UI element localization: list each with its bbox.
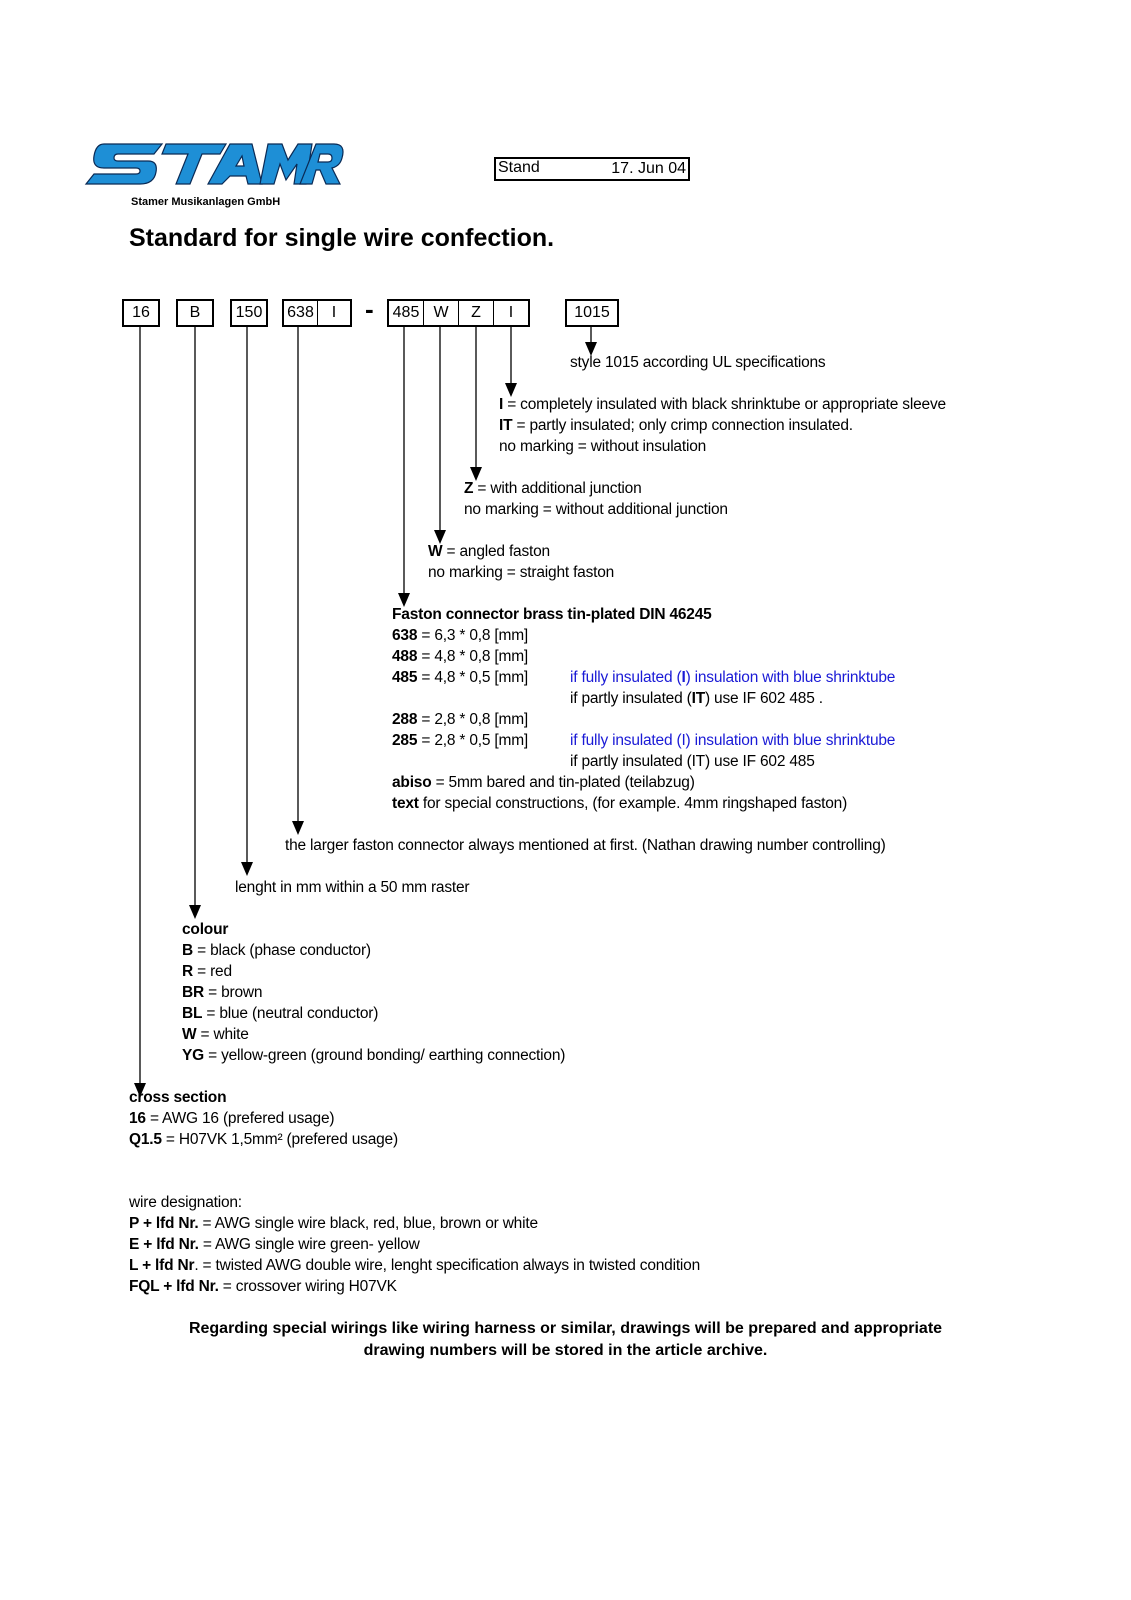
cross-section-q15: Q1.5 = H07VK 1,5mm² (prefered usage) [129, 1131, 398, 1148]
code-cell: 150 [235, 304, 263, 321]
designation-title: wire designation: [129, 1194, 242, 1211]
colour-BL: BL = blue (neutral conductor) [182, 1005, 379, 1022]
note-z-none: no marking = without additional junction [464, 501, 728, 518]
code-cell: 485 [389, 301, 424, 325]
code-cell: B [189, 304, 201, 321]
colour-BR: BR = brown [182, 984, 263, 1001]
arrow-icon [241, 862, 253, 876]
colour-W: W = white [182, 1026, 249, 1043]
cross-section-16: 16 = AWG 16 (prefered usage) [129, 1110, 335, 1127]
code-cell: I [331, 304, 337, 321]
code-cell: Z [459, 301, 494, 325]
colour-YG: YG = yellow-green (ground bonding/ earthing connection) [182, 1047, 566, 1064]
designation-fql: FQL + lfd Nr. = crossover wiring H07VK [129, 1278, 397, 1295]
faston-285-partly: if partly insulated (IT) use IF 602 485 [570, 753, 815, 770]
note-length: lenght in mm within a 50 mm raster [235, 879, 470, 896]
code-cell: W [424, 301, 459, 325]
faston-text: text for special constructions, (for example. 4mm ringshaped faston) [392, 795, 848, 812]
code-cell: I [508, 304, 514, 321]
faston-485-partly: if partly insulated (IT) use IF 602 485 . [570, 690, 823, 707]
arrow-icon [292, 821, 304, 835]
faston-abiso: abiso = 5mm bared and tin-plated (teilabzug) [392, 774, 695, 791]
stand-date: 17. Jun 04 [611, 160, 686, 177]
colour-R: R = red [182, 963, 232, 980]
arrow-icon [189, 905, 201, 919]
code-cell: 1015 [574, 304, 610, 321]
designation-e: E + lfd Nr. = AWG single wire green- yellow [129, 1236, 420, 1253]
designation-p: P + lfd Nr. = AWG single wire black, red, blue, brown or white [129, 1215, 538, 1232]
stand-label: Stand [498, 159, 540, 176]
faston-title: Faston connector brass tin-plated DIN 46245 [392, 606, 712, 623]
faston-485-blue: if fully insulated (I) insulation with blue shrinktube [570, 669, 896, 686]
note-larger: the larger faston connector always mentioned at first. (Nathan drawing number controlling) [285, 837, 886, 854]
note-z: Z = with additional junction [464, 480, 642, 497]
note-ins-none: no marking = without insulation [499, 438, 707, 455]
note-ins-IT: IT = partly insulated; only crimp connection insulated. [499, 417, 853, 434]
faston-488: 488 = 4,8 * 0,8 [mm] [392, 648, 529, 665]
footer-line-1: Regarding special wirings like wiring harness or similar, drawings will be prepared and appropriate [188, 1320, 943, 1337]
note-style: style 1015 according UL specifications [570, 354, 826, 371]
faston-285-blue: if fully insulated (I) insulation with blue shrinktube [570, 732, 896, 749]
note-w-none: no marking = straight faston [428, 564, 615, 581]
note-w: W = angled faston [428, 543, 550, 560]
page-title: Standard for single wire confection. [129, 224, 555, 252]
faston-285: 285 = 2,8 * 0,5 [mm] [392, 732, 529, 749]
designation-l: L + lfd Nr. = twisted AWG double wire, lenght specification always in twisted condition [129, 1257, 701, 1274]
code-cell: 16 [132, 304, 150, 321]
faston-485: 485 = 4,8 * 0,5 [mm] [392, 669, 529, 686]
colour-title: colour [182, 921, 229, 938]
colour-B: B = black (phase conductor) [182, 942, 371, 959]
note-ins-I: I = completely insulated with black shrinktube or appropriate sleeve [499, 396, 946, 413]
footer-line-2: drawing numbers will be stored in the article archive. [363, 1342, 768, 1359]
code-cell: 638 [284, 301, 318, 325]
faston-288: 288 = 2,8 * 0,8 [mm] [392, 711, 529, 728]
cross-section-title: cross section [129, 1089, 227, 1106]
company-name: Stamer Musikanlagen GmbH [131, 196, 281, 208]
code-dash: - [365, 294, 374, 324]
faston-638: 638 = 6,3 * 0,8 [mm] [392, 627, 529, 644]
